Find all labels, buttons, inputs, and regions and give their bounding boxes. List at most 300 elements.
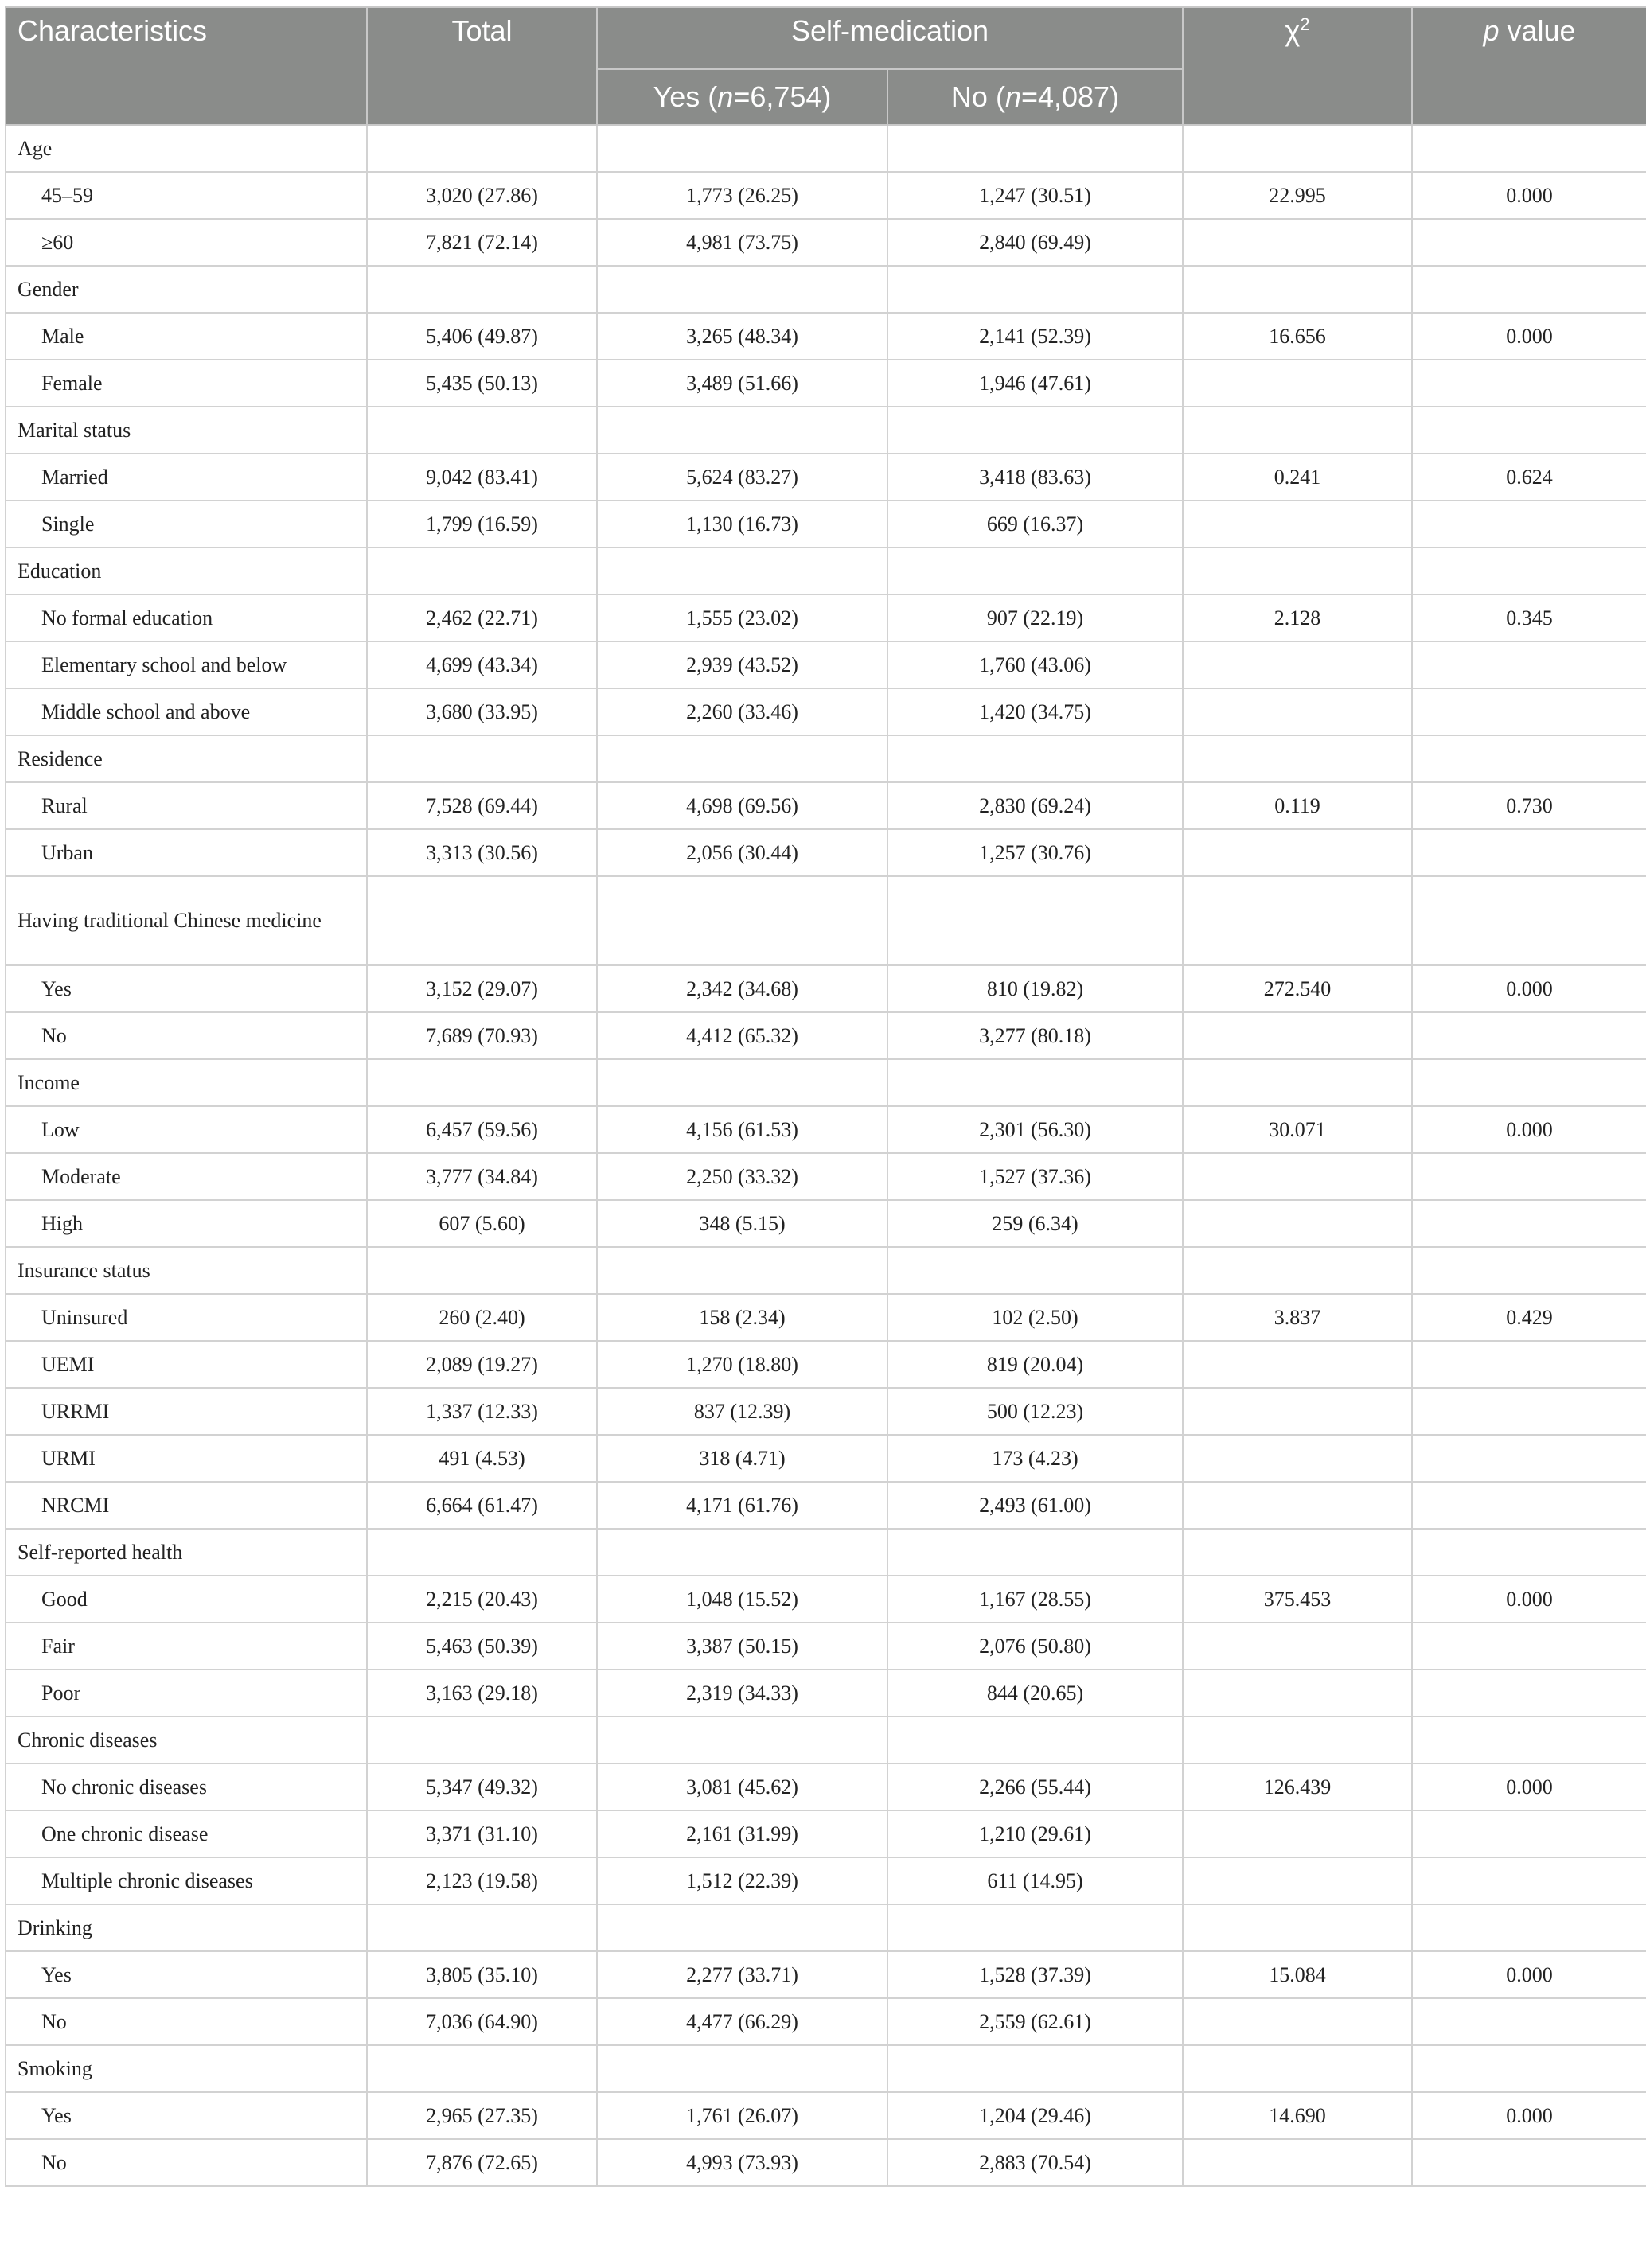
row-label: Moderate: [6, 1153, 367, 1200]
yes-cell: [597, 1247, 887, 1294]
no-cell: [887, 1247, 1183, 1294]
total-cell: 2,123 (19.58): [367, 1857, 597, 1904]
p-value-cell: 0.730: [1412, 782, 1646, 829]
total-cell: 7,689 (70.93): [367, 1012, 597, 1059]
no-cell: 2,141 (52.39): [887, 313, 1183, 360]
row-label: Good: [6, 1576, 367, 1623]
chi-square-cell: [1183, 1435, 1412, 1482]
p-value-cell: [1412, 1623, 1646, 1670]
row-label: NRCMI: [6, 1482, 367, 1529]
p-value-cell: 0.000: [1412, 2092, 1646, 2139]
row-label: Middle school and above: [6, 688, 367, 735]
table-row: [6, 1200, 1646, 1247]
row-label: Female: [6, 360, 367, 407]
p-value-cell: [1412, 1717, 1646, 1763]
table-row: [6, 1670, 1646, 1717]
no-cell: [887, 266, 1183, 313]
chi-square-cell: [1183, 1482, 1412, 1529]
p-value-cell: 0.000: [1412, 1763, 1646, 1810]
total-cell: 3,152 (29.07): [367, 965, 597, 1012]
p-value-cell: [1412, 407, 1646, 454]
p-value-cell: [1412, 501, 1646, 548]
table-row: [6, 1998, 1646, 2045]
chi-square-cell: [1183, 219, 1412, 266]
no-cell: 2,840 (69.49): [887, 219, 1183, 266]
no-cell: 1,210 (29.61): [887, 1810, 1183, 1857]
total-cell: 5,463 (50.39): [367, 1623, 597, 1670]
chi-square-cell: [1183, 1717, 1412, 1763]
yes-cell: 4,981 (73.75): [597, 219, 887, 266]
no-cell: 2,266 (55.44): [887, 1763, 1183, 1810]
p-value-cell: 0.000: [1412, 965, 1646, 1012]
total-cell: 7,528 (69.44): [367, 782, 597, 829]
chi-square-cell: 126.439: [1183, 1763, 1412, 1810]
total-cell: 9,042 (83.41): [367, 454, 597, 501]
yes-cell: 4,993 (73.93): [597, 2139, 887, 2186]
no-cell: [887, 2045, 1183, 2092]
table-row: [6, 1012, 1646, 1059]
yes-cell: [597, 407, 887, 454]
no-cell: 2,301 (56.30): [887, 1106, 1183, 1153]
no-cell: 1,946 (47.61): [887, 360, 1183, 407]
table-row: [6, 965, 1646, 1012]
no-cell: 2,883 (70.54): [887, 2139, 1183, 2186]
no-cell: 907 (22.19): [887, 594, 1183, 641]
group-row: [6, 1529, 1646, 1576]
chi-square-cell: [1183, 1857, 1412, 1904]
yes-cell: 5,624 (83.27): [597, 454, 887, 501]
table-row: [6, 1810, 1646, 1857]
chi-square-cell: [1183, 266, 1412, 313]
p-value-cell: [1412, 360, 1646, 407]
total-cell: 1,799 (16.59): [367, 501, 597, 548]
chi-square-cell: [1183, 735, 1412, 782]
chi-square-cell: [1183, 1012, 1412, 1059]
p-value-cell: [1412, 219, 1646, 266]
table-row: [6, 454, 1646, 501]
chi-square-cell: [1183, 688, 1412, 735]
p-value-cell: [1412, 876, 1646, 965]
yes-cell: 2,260 (33.46): [597, 688, 887, 735]
chi-square-cell: [1183, 1153, 1412, 1200]
no-cell: 3,277 (80.18): [887, 1012, 1183, 1059]
yes-cell: 158 (2.34): [597, 1294, 887, 1341]
table-row: [6, 313, 1646, 360]
row-label: No: [6, 1012, 367, 1059]
yes-cell: 2,161 (31.99): [597, 1810, 887, 1857]
total-cell: 3,777 (34.84): [367, 1153, 597, 1200]
chi-square-cell: 30.071: [1183, 1106, 1412, 1153]
yes-cell: [597, 876, 887, 965]
table-row: [6, 1341, 1646, 1388]
yes-cell: 2,342 (34.68): [597, 965, 887, 1012]
chi-square-cell: [1183, 548, 1412, 594]
total-cell: 3,371 (31.10): [367, 1810, 597, 1857]
p-value-cell: 0.429: [1412, 1294, 1646, 1341]
group-row: [6, 735, 1646, 782]
total-cell: 7,036 (64.90): [367, 1998, 597, 2045]
total-cell: [367, 1529, 597, 1576]
chi-square-cell: 272.540: [1183, 965, 1412, 1012]
total-cell: [367, 407, 597, 454]
row-label: UEMI: [6, 1341, 367, 1388]
row-label: Uninsured: [6, 1294, 367, 1341]
p-value-cell: [1412, 2045, 1646, 2092]
header-chi-square: $\chi^2$: [1183, 7, 1412, 125]
no-cell: 611 (14.95): [887, 1857, 1183, 1904]
p-value-cell: [1412, 688, 1646, 735]
table-row: [6, 1294, 1646, 1341]
yes-cell: 4,412 (65.32): [597, 1012, 887, 1059]
chi-square-cell: [1183, 407, 1412, 454]
table-row: [6, 219, 1646, 266]
chi-square-cell: 15.084: [1183, 1951, 1412, 1998]
group-label: Income: [6, 1059, 367, 1106]
total-cell: 2,965 (27.35): [367, 2092, 597, 2139]
total-cell: 3,680 (33.95): [367, 688, 597, 735]
p-value-cell: [1412, 1388, 1646, 1435]
p-value-cell: [1412, 1059, 1646, 1106]
no-cell: 844 (20.65): [887, 1670, 1183, 1717]
group-label: Insurance status: [6, 1247, 367, 1294]
chi-square-cell: [1183, 1904, 1412, 1951]
chi-square-cell: [1183, 360, 1412, 407]
group-label: Smoking: [6, 2045, 367, 2092]
no-cell: 1,167 (28.55): [887, 1576, 1183, 1623]
table-row: [6, 594, 1646, 641]
p-value-cell: [1412, 548, 1646, 594]
table-row: [6, 1857, 1646, 1904]
no-cell: 1,257 (30.76): [887, 829, 1183, 876]
row-label: Rural: [6, 782, 367, 829]
chi-square-cell: 16.656: [1183, 313, 1412, 360]
yes-cell: 318 (4.71): [597, 1435, 887, 1482]
chi-square-cell: [1183, 829, 1412, 876]
chi-square-cell: [1183, 876, 1412, 965]
yes-cell: 2,250 (33.32): [597, 1153, 887, 1200]
yes-cell: 3,489 (51.66): [597, 360, 887, 407]
p-value-cell: [1412, 1012, 1646, 1059]
yes-cell: 2,056 (30.44): [597, 829, 887, 876]
total-cell: 607 (5.60): [367, 1200, 597, 1247]
row-label: High: [6, 1200, 367, 1247]
yes-cell: 3,265 (48.34): [597, 313, 887, 360]
yes-cell: 1,761 (26.07): [597, 2092, 887, 2139]
chi-square-cell: [1183, 1670, 1412, 1717]
row-label: URMI: [6, 1435, 367, 1482]
yes-cell: [597, 1529, 887, 1576]
table-row: [6, 172, 1646, 219]
yes-cell: 4,171 (61.76): [597, 1482, 887, 1529]
table-row: [6, 1388, 1646, 1435]
p-value-cell: [1412, 1153, 1646, 1200]
total-cell: [367, 1059, 597, 1106]
chi-square-cell: [1183, 1810, 1412, 1857]
row-label: 45–59: [6, 172, 367, 219]
p-value-cell: 0.624: [1412, 454, 1646, 501]
total-cell: [367, 1247, 597, 1294]
no-cell: 2,830 (69.24): [887, 782, 1183, 829]
table-row: [6, 360, 1646, 407]
row-label: Yes: [6, 1951, 367, 1998]
no-cell: 173 (4.23): [887, 1435, 1183, 1482]
chi-square-cell: [1183, 1623, 1412, 1670]
no-cell: [887, 407, 1183, 454]
table-row: [6, 1106, 1646, 1153]
yes-cell: 3,387 (50.15): [597, 1623, 887, 1670]
no-cell: 1,760 (43.06): [887, 641, 1183, 688]
row-label: Married: [6, 454, 367, 501]
yes-cell: 348 (5.15): [597, 1200, 887, 1247]
yes-cell: 1,512 (22.39): [597, 1857, 887, 1904]
header-yes: Yes (n=6,754): [597, 69, 887, 125]
chi-square-cell: [1183, 1388, 1412, 1435]
row-label: No: [6, 2139, 367, 2186]
no-cell: 1,204 (29.46): [887, 2092, 1183, 2139]
p-value-cell: [1412, 1200, 1646, 1247]
row-label: ≥60: [6, 219, 367, 266]
total-cell: 2,089 (19.27): [367, 1341, 597, 1388]
yes-cell: [597, 1904, 887, 1951]
chi-square-cell: [1183, 125, 1412, 172]
yes-cell: [597, 548, 887, 594]
total-cell: 1,337 (12.33): [367, 1388, 597, 1435]
group-row: [6, 1247, 1646, 1294]
table-row: [6, 641, 1646, 688]
table-row: [6, 1153, 1646, 1200]
row-label: Urban: [6, 829, 367, 876]
characteristics-table: [5, 6, 1646, 2187]
row-label: No formal education: [6, 594, 367, 641]
row-label: Multiple chronic diseases: [6, 1857, 367, 1904]
no-cell: [887, 1904, 1183, 1951]
group-row: [6, 876, 1646, 965]
total-cell: 6,664 (61.47): [367, 1482, 597, 1529]
total-cell: 5,406 (49.87): [367, 313, 597, 360]
p-value-cell: [1412, 125, 1646, 172]
table-row: [6, 1482, 1646, 1529]
row-label: No chronic diseases: [6, 1763, 367, 1810]
yes-cell: 1,048 (15.52): [597, 1576, 887, 1623]
p-value-cell: [1412, 1435, 1646, 1482]
total-cell: [367, 1717, 597, 1763]
chi-square-cell: [1183, 1247, 1412, 1294]
table-row: [6, 2092, 1646, 2139]
table-container: [5, 6, 1646, 2187]
yes-cell: 3,081 (45.62): [597, 1763, 887, 1810]
no-cell: 3,418 (83.63): [887, 454, 1183, 501]
yes-cell: 4,477 (66.29): [597, 1998, 887, 2045]
total-cell: [367, 266, 597, 313]
total-cell: 7,876 (72.65): [367, 2139, 597, 2186]
no-cell: [887, 1717, 1183, 1763]
total-cell: 260 (2.40): [367, 1294, 597, 1341]
header-total: Total: [367, 7, 597, 125]
no-cell: 1,527 (37.36): [887, 1153, 1183, 1200]
chi-square-cell: [1183, 2139, 1412, 2186]
chi-square-cell: [1183, 1200, 1412, 1247]
p-value-cell: [1412, 1998, 1646, 2045]
no-cell: [887, 548, 1183, 594]
total-cell: 491 (4.53): [367, 1435, 597, 1482]
yes-cell: 1,130 (16.73): [597, 501, 887, 548]
p-value-cell: [1412, 829, 1646, 876]
table-row: [6, 782, 1646, 829]
chi-square-cell: 14.690: [1183, 2092, 1412, 2139]
table-row: [6, 1576, 1646, 1623]
total-cell: [367, 1904, 597, 1951]
no-cell: 102 (2.50): [887, 1294, 1183, 1341]
row-label: No: [6, 1998, 367, 2045]
total-cell: 4,699 (43.34): [367, 641, 597, 688]
total-cell: 5,435 (50.13): [367, 360, 597, 407]
yes-cell: [597, 735, 887, 782]
group-label: Marital status: [6, 407, 367, 454]
row-label: Fair: [6, 1623, 367, 1670]
group-row: [6, 1904, 1646, 1951]
group-label: Gender: [6, 266, 367, 313]
table-header: [6, 7, 1646, 125]
p-value-cell: 0.345: [1412, 594, 1646, 641]
total-cell: [367, 125, 597, 172]
header-characteristics: Characteristics: [6, 7, 367, 125]
row-label: Poor: [6, 1670, 367, 1717]
table-row: [6, 688, 1646, 735]
group-row: [6, 407, 1646, 454]
no-cell: 259 (6.34): [887, 1200, 1183, 1247]
total-cell: 6,457 (59.56): [367, 1106, 597, 1153]
row-label: Low: [6, 1106, 367, 1153]
yes-cell: [597, 1059, 887, 1106]
yes-cell: 837 (12.39): [597, 1388, 887, 1435]
no-cell: 1,247 (30.51): [887, 172, 1183, 219]
yes-cell: 1,773 (26.25): [597, 172, 887, 219]
p-value-cell: 0.000: [1412, 1576, 1646, 1623]
table-row: [6, 501, 1646, 548]
total-cell: 7,821 (72.14): [367, 219, 597, 266]
no-cell: 1,528 (37.39): [887, 1951, 1183, 1998]
no-cell: [887, 876, 1183, 965]
chi-square-cell: 0.241: [1183, 454, 1412, 501]
p-value-cell: 0.000: [1412, 313, 1646, 360]
chi-square-cell: [1183, 2045, 1412, 2092]
p-value-cell: 0.000: [1412, 1106, 1646, 1153]
yes-cell: [597, 125, 887, 172]
p-value-cell: [1412, 2139, 1646, 2186]
header-self-medication: Self-medication: [597, 7, 1183, 69]
chi-square-cell: [1183, 1529, 1412, 1576]
p-value-cell: [1412, 266, 1646, 313]
yes-cell: 2,277 (33.71): [597, 1951, 887, 1998]
total-cell: 3,163 (29.18): [367, 1670, 597, 1717]
group-label: Drinking: [6, 1904, 367, 1951]
row-label: URRMI: [6, 1388, 367, 1435]
total-cell: 2,462 (22.71): [367, 594, 597, 641]
chi-square-cell: [1183, 1341, 1412, 1388]
group-row: [6, 2045, 1646, 2092]
row-label: Yes: [6, 965, 367, 1012]
total-cell: [367, 876, 597, 965]
table-row: [6, 1763, 1646, 1810]
total-cell: 5,347 (49.32): [367, 1763, 597, 1810]
header-no: No (n=4,087): [887, 69, 1183, 125]
yes-cell: 4,156 (61.53): [597, 1106, 887, 1153]
group-row: [6, 1717, 1646, 1763]
row-label: Single: [6, 501, 367, 548]
p-value-cell: [1412, 1670, 1646, 1717]
row-label: Elementary school and below: [6, 641, 367, 688]
header-p-value: p value: [1412, 7, 1646, 125]
table-row: [6, 829, 1646, 876]
table-row: [6, 1623, 1646, 1670]
group-label: Education: [6, 548, 367, 594]
group-label: Residence: [6, 735, 367, 782]
total-cell: [367, 735, 597, 782]
total-cell: 3,313 (30.56): [367, 829, 597, 876]
chi-square-cell: [1183, 501, 1412, 548]
chi-square-cell: 0.119: [1183, 782, 1412, 829]
no-cell: 2,493 (61.00): [887, 1482, 1183, 1529]
no-cell: [887, 125, 1183, 172]
table-row: [6, 1435, 1646, 1482]
yes-cell: 4,698 (69.56): [597, 782, 887, 829]
p-value-cell: [1412, 1857, 1646, 1904]
yes-cell: [597, 266, 887, 313]
p-value-cell: [1412, 1247, 1646, 1294]
no-cell: 669 (16.37): [887, 501, 1183, 548]
no-cell: 2,559 (62.61): [887, 1998, 1183, 2045]
p-value-cell: [1412, 1810, 1646, 1857]
total-cell: 3,805 (35.10): [367, 1951, 597, 1998]
group-label: Age: [6, 125, 367, 172]
chi-square-cell: 22.995: [1183, 172, 1412, 219]
row-label: Yes: [6, 2092, 367, 2139]
no-cell: 1,420 (34.75): [887, 688, 1183, 735]
yes-cell: [597, 1717, 887, 1763]
total-cell: [367, 2045, 597, 2092]
group-row: [6, 125, 1646, 172]
group-row: [6, 266, 1646, 313]
no-cell: [887, 1529, 1183, 1576]
row-label: One chronic disease: [6, 1810, 367, 1857]
row-label: Male: [6, 313, 367, 360]
no-cell: 810 (19.82): [887, 965, 1183, 1012]
table-body: [6, 125, 1646, 2186]
chi-square-cell: [1183, 641, 1412, 688]
p-value-cell: [1412, 1482, 1646, 1529]
group-row: [6, 1059, 1646, 1106]
yes-cell: 1,555 (23.02): [597, 594, 887, 641]
yes-cell: [597, 2045, 887, 2092]
yes-cell: 2,319 (34.33): [597, 1670, 887, 1717]
p-value-cell: [1412, 735, 1646, 782]
chi-square-cell: [1183, 1059, 1412, 1106]
no-cell: 500 (12.23): [887, 1388, 1183, 1435]
yes-cell: 2,939 (43.52): [597, 641, 887, 688]
table-row: [6, 1951, 1646, 1998]
p-value-cell: [1412, 1341, 1646, 1388]
p-value-cell: [1412, 641, 1646, 688]
group-label: Self-reported health: [6, 1529, 367, 1576]
total-cell: 2,215 (20.43): [367, 1576, 597, 1623]
p-value-cell: [1412, 1529, 1646, 1576]
no-cell: 2,076 (50.80): [887, 1623, 1183, 1670]
chi-square-cell: 375.453: [1183, 1576, 1412, 1623]
chi-square-cell: [1183, 1998, 1412, 2045]
table-row: [6, 2139, 1646, 2186]
group-label: Having traditional Chinese medicine: [6, 876, 367, 965]
no-cell: 819 (20.04): [887, 1341, 1183, 1388]
